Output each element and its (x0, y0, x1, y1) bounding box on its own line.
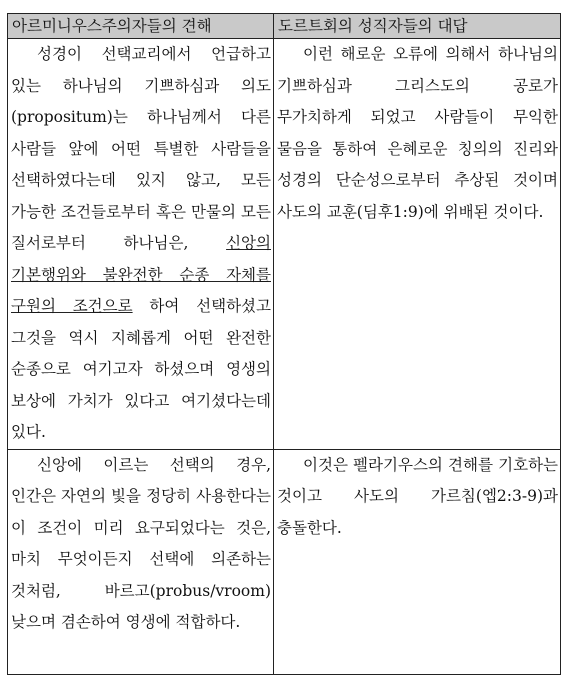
dort-response-text: 이것은 펠라기우스의 견해를 기호하는 것이고 사도의 가르침(엡2:3-9)과 충돌한다. (277, 455, 558, 537)
arminian-view-cell (8, 39, 274, 450)
header-dort-response: 도르트회의 성직자들의 대답 (274, 14, 561, 39)
underlined-phrase: 신앙의 기본행위와 불완전한 순종 자체를 구원의 조건으로 (11, 234, 271, 315)
arminian-view-cell (8, 449, 274, 674)
dort-response-text: 이런 해로운 오류에 의해서 하나님의 기쁘하심과 그리스도의 공로가 무가치하게 되었고 사람들이 무익한 물음을 통하여 은혜로운 칭의의 진리와 성경의 단순성으로부터 추상된 것이며 사도의 교훈(딤후1:9)에 위배된 것이다. (277, 45, 558, 221)
arminian-view-text: 성경이 선택교리에서 언급하고 있는 하나님의 기쁘하심과 의도(propositum)는 하나님께서 다른 사람들 앞에 어떤 특별한 사람들을 선택하였다는데 있지 않고, 모든 가능한 조건들로부터 혹은 만물의 모든 질서로부터 하나님은, 신앙의 기본행위와 불완전한 순종 자체를 구원의 조건으로 하여 선택하셨고 그것을 역시 지혜롭게 어떤 완전한 순종으로 여기고자 하셨으며 영생의 보상에 가치가 있다고 여기셨다는데 있다. (11, 45, 271, 441)
arminian-view-text: 신앙에 이르는 선택의 경우, 인간은 자연의 빛을 정당히 사용한다는 이 조건이 미리 요구되었다는 것은, 마치 무엇이든지 선택에 의존하는 것처럼, 바르고(probus/vroom) 낮으며 겸손하여 영생에 적합하다. (11, 455, 271, 631)
comparison-table (7, 13, 561, 675)
dort-response-cell (274, 39, 561, 450)
table-row (8, 39, 561, 450)
header-arminian-views: 아르미니우스주의자들의 견해 (8, 14, 274, 39)
table-header-row (8, 14, 561, 39)
dort-response-cell (274, 449, 561, 674)
table-row (8, 449, 561, 674)
